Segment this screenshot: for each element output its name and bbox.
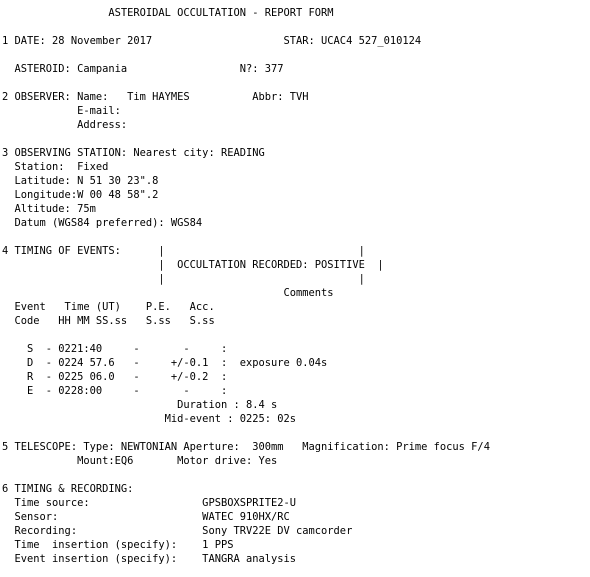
report-line: Comments bbox=[2, 287, 334, 299]
report-line: Mid-event : 0225: 02s bbox=[2, 413, 297, 425]
report-line: R - 0225 06.0 - +/-0.2 : bbox=[2, 371, 228, 383]
report-line: 6 TIMING & RECORDING: bbox=[2, 483, 134, 495]
report-line: Sensor: WATEC 910HX/RC bbox=[2, 511, 290, 523]
report-line: Datum (WGS84 preferred): WGS84 bbox=[2, 217, 203, 229]
report-line bbox=[2, 230, 590, 244]
report-line bbox=[2, 76, 590, 90]
report-line: Duration : 8.4 s bbox=[2, 399, 278, 411]
report-line: Altitude: 75m bbox=[2, 203, 96, 215]
report-line: ASTEROIDAL OCCULTATION - REPORT FORM bbox=[2, 7, 334, 19]
report-line: ASTEROID: Campania N?: 377 bbox=[2, 63, 284, 75]
report-line: E-mail: bbox=[2, 105, 121, 117]
report-line: Event Time (UT) P.E. Acc. bbox=[2, 301, 215, 313]
report-line bbox=[2, 328, 590, 342]
report-line: Code HH MM SS.ss S.ss S.ss bbox=[2, 315, 215, 327]
report-line: 5 TELESCOPE: Type: NEWTONIAN Aperture: 300mm Magnification: Prime focus F/4 bbox=[2, 441, 490, 453]
report-line: D - 0224 57.6 - +/-0.1 : exposure 0.04s bbox=[2, 357, 328, 369]
report-line: 3 OBSERVING STATION: Nearest city: READING bbox=[2, 147, 265, 159]
report-line: 1 DATE: 28 November 2017 STAR: UCAC4 527_010124 bbox=[2, 35, 422, 47]
report-line: Recording: Sony TRV22E DV camcorder bbox=[2, 525, 353, 537]
report-line: | | bbox=[2, 273, 365, 285]
report-line: S - 0221:40 - - : bbox=[2, 343, 228, 355]
report-line: Mount:EQ6 Motor drive: Yes bbox=[2, 455, 278, 467]
report-line: Station: Fixed bbox=[2, 161, 109, 173]
report-line bbox=[2, 132, 590, 146]
report-line: E - 0228:00 - - : bbox=[2, 385, 228, 397]
report-line: Time insertion (specify): 1 PPS bbox=[2, 539, 234, 551]
report-line bbox=[2, 468, 590, 482]
report-line: 4 TIMING OF EVENTS: | | bbox=[2, 245, 365, 257]
report-line: Address: bbox=[2, 119, 128, 131]
report-line bbox=[2, 48, 590, 62]
report-line bbox=[2, 20, 590, 34]
report-line: 2 OBSERVER: Name: Tim HAYMES Abbr: TVH bbox=[2, 91, 309, 103]
report-line: Time source: GPSBOXSPRITE2-U bbox=[2, 497, 297, 509]
report-line: | OCCULTATION RECORDED: POSITIVE | bbox=[2, 259, 384, 271]
report-line: Longitude:W 00 48 58".2 bbox=[2, 189, 159, 201]
report-line: Latitude: N 51 30 23".8 bbox=[2, 175, 159, 187]
report-line bbox=[2, 426, 590, 440]
report-line: Event insertion (specify): TANGRA analysis bbox=[2, 553, 297, 565]
